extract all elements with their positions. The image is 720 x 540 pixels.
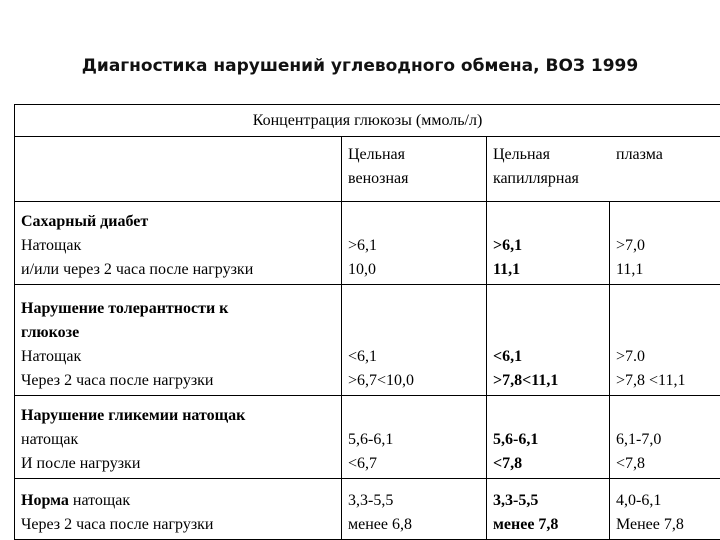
cell-venous: >6,1 10,0 (342, 202, 487, 285)
row-label-impaired-fasting: Нарушение гликемии натощак натощак И после нагрузки (15, 396, 342, 479)
column-header-capillary-plasma (487, 137, 720, 202)
page-title: Диагностика нарушений углеводного обмена, ВОЗ 1999 (81, 56, 639, 76)
column-header-plasma: плазма (616, 146, 663, 163)
table-row (15, 285, 720, 396)
column-header-capillary-line2: капиллярная (493, 170, 579, 187)
cell-plasma: >7.0 >7,8 <11,1 (610, 285, 720, 396)
table-row (15, 396, 720, 479)
table-row (15, 202, 720, 285)
corner-cell (15, 137, 342, 202)
cell-venous: <6,1 >6,7<10,0 (342, 285, 487, 396)
table-row (15, 479, 720, 540)
column-header-row (15, 137, 720, 202)
glucose-diagnostics-table (14, 104, 720, 540)
cell-capillary: <6,1 >7,8<11,1 (487, 285, 610, 396)
cell-venous: 3,3-5,5 менее 6,8 (342, 479, 487, 540)
cell-venous: 5,6-6,1 <6,7 (342, 396, 487, 479)
cell-capillary: >6,1 11,1 (487, 202, 610, 285)
row-label-norm: Норма натощак Через 2 часа после нагрузки (15, 479, 342, 540)
cell-capillary: 3,3-5,5 менее 7,8 (487, 479, 610, 540)
row-label-diabetes: Сахарный диабет Натощак и/или через 2 часа после нагрузки (15, 202, 342, 285)
concentration-header: Концентрация глюкозы (ммоль/л) (15, 105, 720, 137)
cell-plasma: 4,0-6,1 Менее 7,8 (610, 479, 720, 540)
cell-plasma: >7,0 11,1 (610, 202, 720, 285)
cell-plasma: 6,1-7,0 <7,8 (610, 396, 720, 479)
column-header-capillary-line1: Цельная (493, 146, 550, 163)
cell-capillary: 5,6-6,1 <7,8 (487, 396, 610, 479)
column-header-venous: Цельная венозная (342, 137, 487, 202)
table-header-row (15, 105, 720, 137)
row-label-impaired-tolerance: Нарушение толерантности к глюкозе Натощак Через 2 часа после нагрузки (15, 285, 342, 396)
